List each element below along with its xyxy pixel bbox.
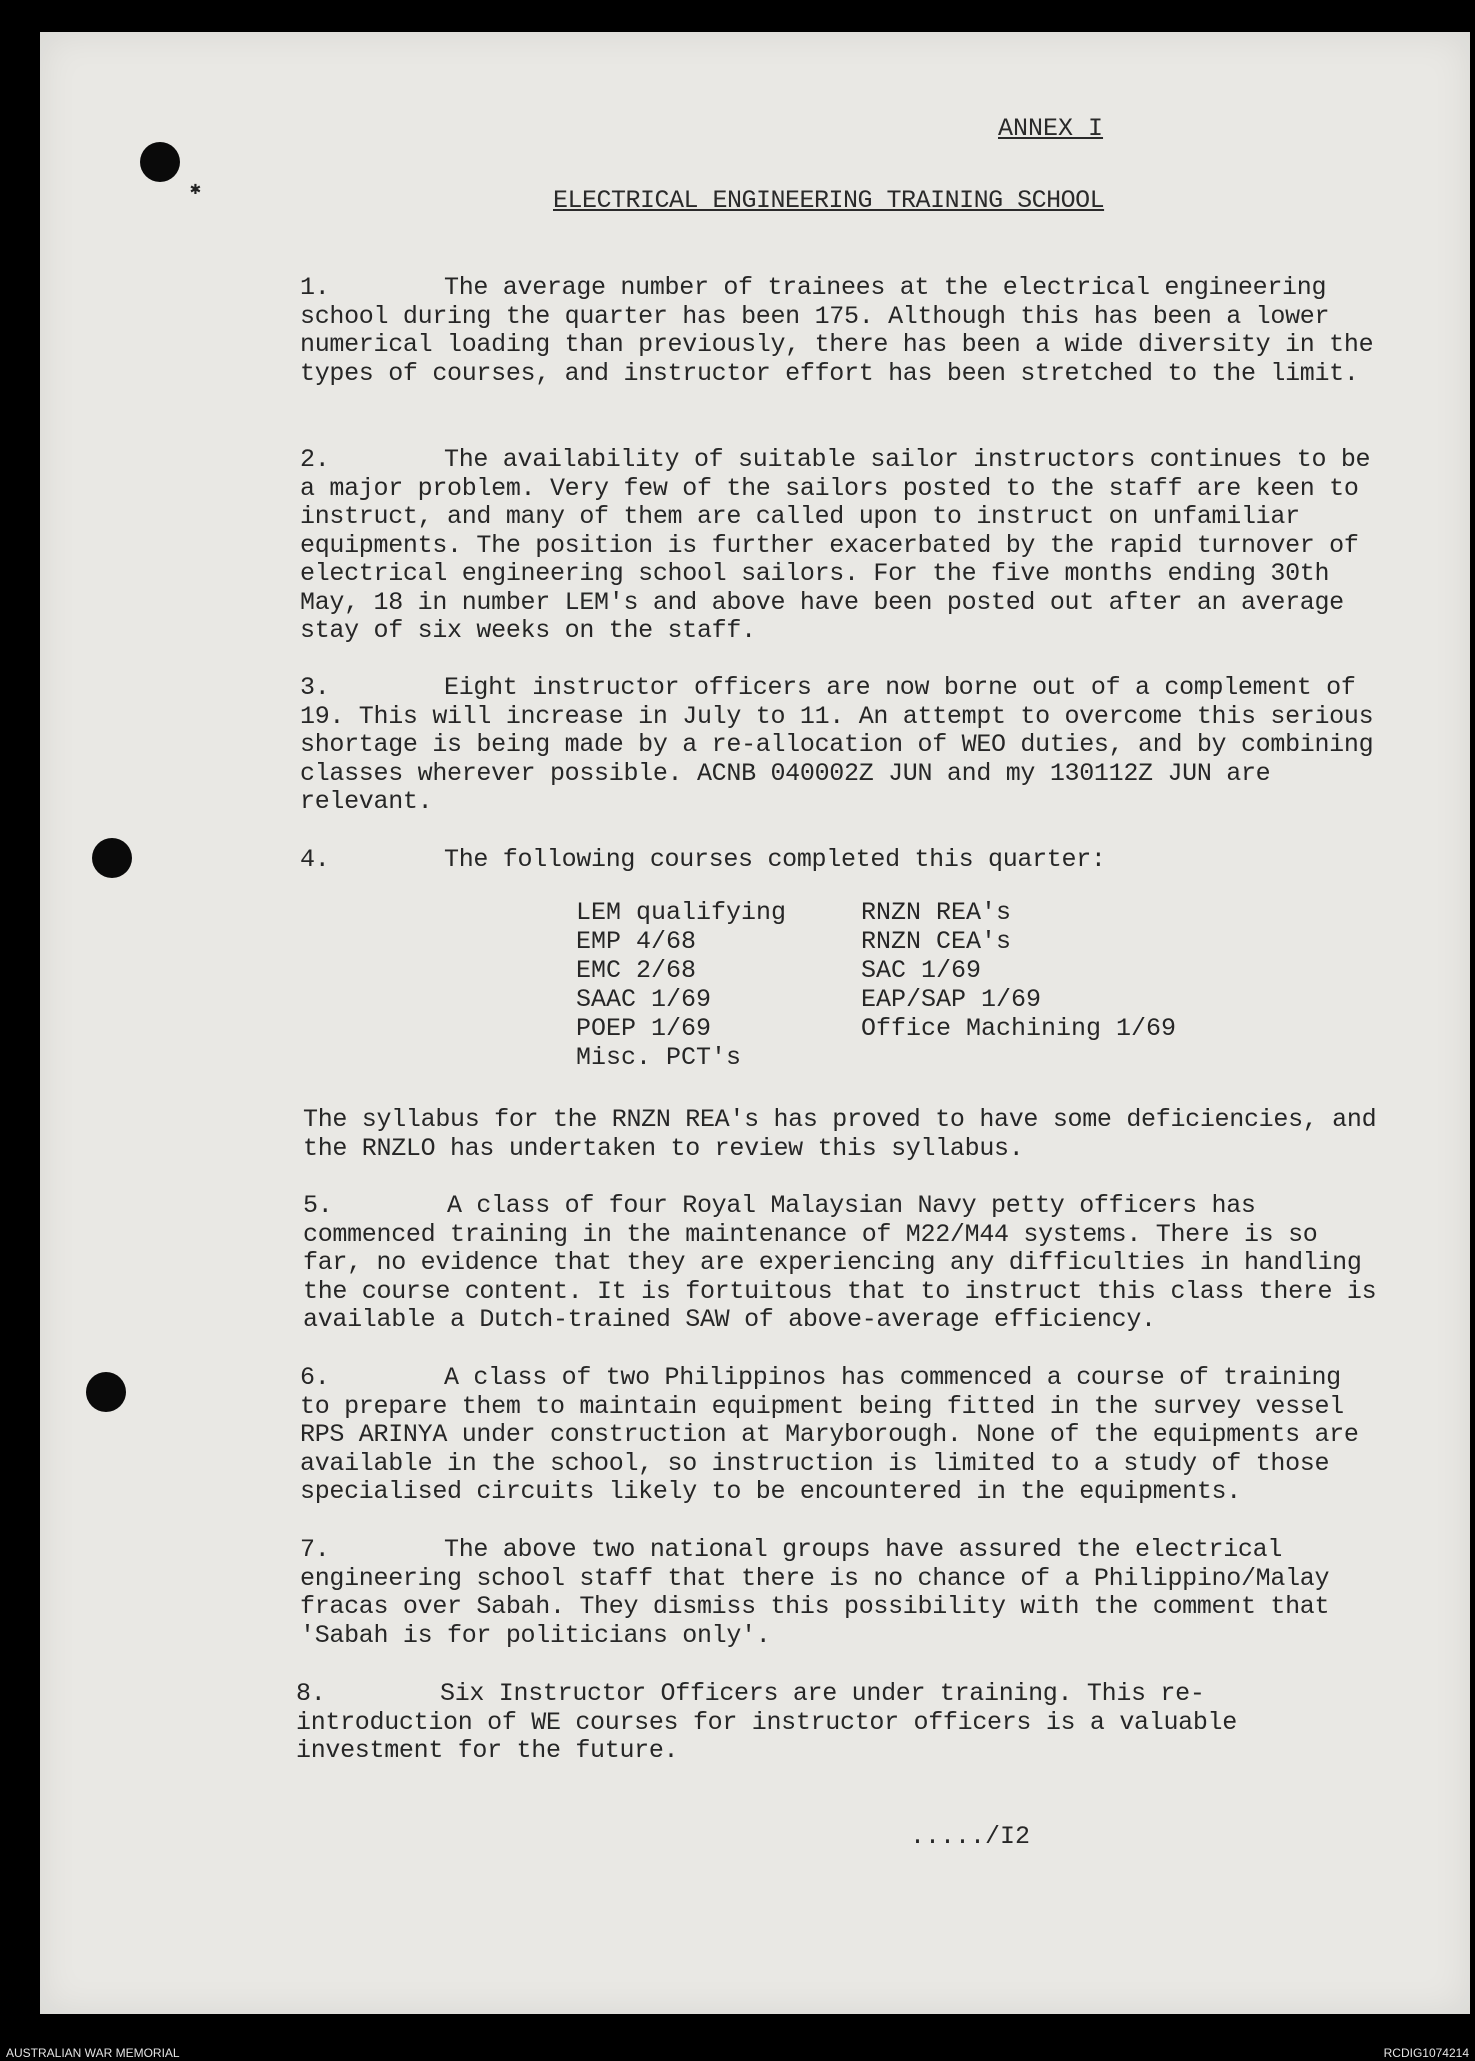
paragraph-number: 6.: [300, 1363, 330, 1392]
paragraph-number: 7.: [300, 1535, 330, 1564]
paragraph-2: [300, 446, 1380, 646]
list-item: EAP/SAP 1/69: [861, 985, 1042, 1014]
paragraph-number: 1.: [300, 273, 330, 302]
paragraph-5: [303, 1192, 1383, 1335]
paragraph-text: The following courses completed this quarter:: [444, 845, 1106, 874]
staple-mark: ✱: [190, 180, 201, 200]
paragraph-text: A class of four Royal Malaysian Navy petty officers has commenced training in the maintenance of M22/M44 systems. There is so far, no evidence that they are experiencing any difficulties in handling the course content. It is fortuitous that to instruct this class there is available a Dutch-trained SAW of above-average efficiency.: [303, 1191, 1377, 1334]
paragraph-number: 2.: [300, 445, 330, 474]
list-item: LEM qualifying: [576, 898, 787, 927]
paragraph-number: 5.: [303, 1191, 333, 1220]
list-item: Misc. PCT's: [576, 1043, 742, 1072]
list-item: EMC 2/68: [576, 956, 697, 985]
annex-label: ANNEX I: [998, 114, 1104, 143]
paragraph-1: [300, 274, 1380, 388]
paragraph-number: 4.: [300, 845, 330, 874]
syllabus-note: [303, 1106, 1383, 1163]
list-item: SAAC 1/69: [576, 985, 712, 1014]
paragraph-text: The average number of trainees at the electrical engineering school during the quarter has been 175. Although this has been a lower numerical loading than previously, there has been a wide diversity in the types of courses, and instructor effort has been stretched to the limit.: [300, 273, 1374, 388]
list-item: Office Machining 1/69: [861, 1014, 1177, 1043]
list-item: EMP 4/68: [576, 927, 697, 956]
list-item: POEP 1/69: [576, 1014, 712, 1043]
list-item: SAC 1/69: [861, 956, 982, 985]
document-title: ELECTRICAL ENGINEERING TRAINING SCHOOL: [553, 186, 1105, 215]
paragraph-text: Eight instructor officers are now borne out of a complement of 19. This will increase in July to 11. An attempt to overcome this serious shortage is being made by a re-allocation of WEO duties, and by combining classes wherever possible. ACNB 040002Z JUN and my 130112Z JUN are relevant.: [300, 673, 1374, 816]
paragraph-3: [300, 674, 1380, 817]
archive-id: RCDIG1074214: [1383, 2046, 1469, 2060]
paragraph-text: The availability of suitable sailor instructors continues to be a major problem. Very few of the sailors posted to the staff are keen to instruct, and many of them are called upon to instruct on unfamiliar equipments. The position is further exacerbated by the rapid turnover of electrical engineering school sailors. For the five months ending 30th May, 18 in number LEM's and above have been posted out after an average stay of six weeks on the staff.: [300, 445, 1371, 645]
paragraph-text: Six Instructor Officers are under training. This re-introduction of WE courses for instructor officers is a valuable investment for the future.: [296, 1679, 1237, 1765]
paragraph-number: 8.: [296, 1679, 326, 1708]
continuation-marker: ...../I2: [910, 1822, 1031, 1851]
paragraph-text: A class of two Philippinos has commenced a course of training to prepare them to maintain equipment being fitted in the survey vessel RPS ARINYA under construction at Maryborough. None of the equipments are available in the school, so instruction is limited to a study of those specialised circuits likely to be encountered in the equipments.: [300, 1363, 1359, 1506]
paragraph-text: The syllabus for the RNZN REA's has proved to have some deficiencies, and the RNZLO has undertaken to review this syllabus.: [303, 1105, 1377, 1163]
paragraph-number: 3.: [300, 673, 330, 702]
punch-hole: [86, 1372, 126, 1412]
paragraph-4: [300, 846, 1380, 875]
paragraph-8: [296, 1680, 1376, 1766]
paragraph-6: [300, 1364, 1380, 1507]
paragraph-7: [300, 1536, 1380, 1650]
punch-hole: [92, 838, 132, 878]
list-item: RNZN REA's: [861, 898, 1012, 927]
punch-hole: [140, 142, 180, 182]
paragraph-text: The above two national groups have assured the electrical engineering school staff that there is no chance of a Philippino/Malay fracas over Sabah. They dismiss this possibility with the comment that 'Sabah is for politicians only'.: [300, 1535, 1330, 1650]
list-item: RNZN CEA's: [861, 927, 1012, 956]
courses-list: [576, 898, 1296, 1072]
courses-left-column: [576, 898, 861, 1072]
archive-credit: AUSTRALIAN WAR MEMORIAL: [6, 2046, 180, 2060]
courses-right-column: [861, 898, 1176, 1072]
